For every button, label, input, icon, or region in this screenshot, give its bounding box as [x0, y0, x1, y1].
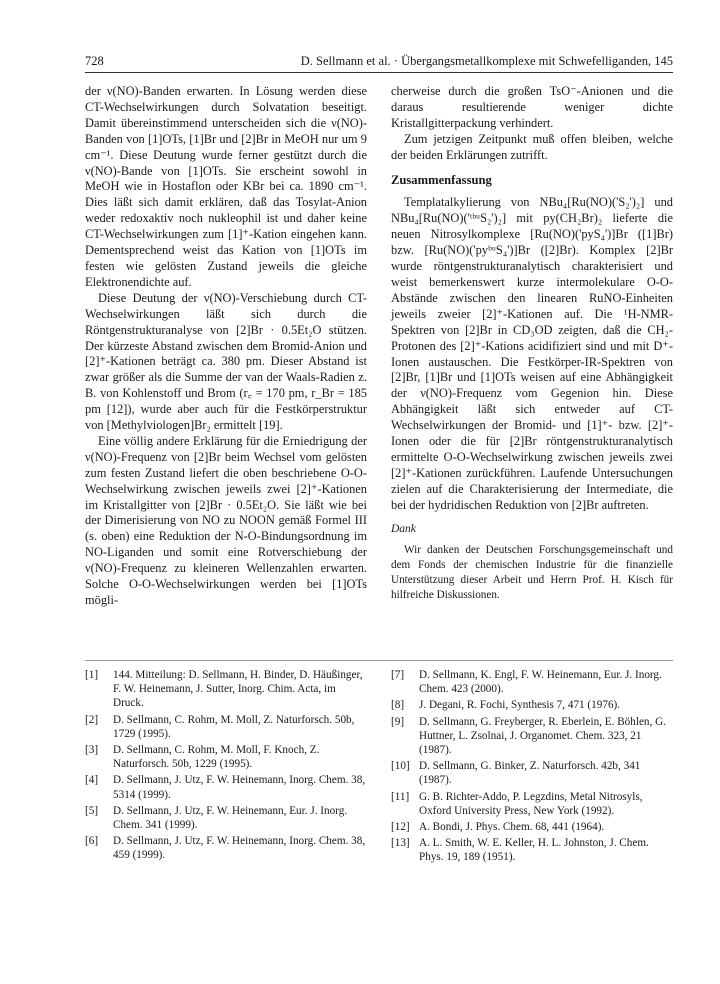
references-right	[391, 668, 673, 867]
reference-item	[391, 790, 673, 818]
reference-number: [9]	[391, 715, 405, 728]
reference-item	[85, 668, 367, 711]
running-title: D. Sellmann et al. · Übergangsmetallkomplexe mit Schwefelliganden, 145	[300, 54, 673, 68]
reference-item	[391, 698, 673, 712]
reference-text: D. Sellmann, C. Rohm, M. Moll, F. Knoch, Z. Naturforsch. 50b, 1229 (1995).	[113, 744, 320, 771]
references-left	[85, 668, 367, 865]
acknowledgement-heading: Dank	[391, 522, 416, 535]
reference-text: G. B. Richter-Addo, P. Legzdins, Metal Nitrosyls, Oxford University Press, New York (1992).	[419, 790, 643, 817]
reference-number: [8]	[391, 699, 405, 712]
body-paragraph: Eine völlig andere Erklärung für die Erniedrigung der ν(NO)-Frequenz von [2]Br beim Wechsel vom gelösten zum festen Zustand liefert die oben beschriebene O-O-Wechselwirkung zwischen jeweils zwei [2]⁺-Kationen im Kristallgitter von [2]Br · 0.5Et₂O. Sie läßt wie bei der Dimerisierung von NO zu NOON gemäß Formel III (s. oben) eine Reduktion der N-O-Bindungsordnung im NO-Liganden und somit eine Rotverschiebung der ν(NO)-Frequenz zu kleineren Wellenzahlen erwarten. Solche O-O-Wechselwirkungen werden bei [1]OTs mögli-	[85, 433, 367, 607]
reference-item	[85, 834, 367, 862]
reference-number: [10]	[391, 760, 410, 773]
reference-text: D. Sellmann, J. Utz, F. W. Heinemann, Eur. J. Inorg. Chem. 341 (1999).	[113, 804, 348, 832]
reference-text: D. Sellmann, G. Binker, Z. Naturforsch. 42b, 341 (1987).	[419, 760, 641, 787]
reference-text: A. Bondi, J. Phys. Chem. 68, 441 (1964).	[419, 821, 605, 834]
reference-number: [3]	[85, 744, 99, 757]
reference-item	[391, 759, 673, 787]
reference-item	[85, 743, 367, 771]
reference-number: [4]	[85, 774, 99, 787]
reference-text: D. Sellmann, J. Utz, F. W. Heinemann, Inorg. Chem. 38, 459 (1999).	[113, 835, 366, 862]
right-column	[391, 84, 673, 602]
reference-item	[391, 836, 673, 864]
reference-number: [12]	[391, 821, 410, 834]
reference-text: 144. Mitteilung: D. Sellmann, H. Binder, D. Häußinger, F. W. Heinemann, J. Sutter, Inorg. Chim. Acta, im Druck.	[113, 669, 363, 710]
reference-item	[85, 804, 367, 832]
reference-text: A. L. Smith, W. E. Keller, H. L. Johnston, J. Chem. Phys. 19, 189 (1951).	[419, 837, 649, 864]
body-paragraph: Diese Deutung der ν(NO)-Verschiebung durch CT-Wechselwirkungen läßt sich durch die Röntgenstrukturanalyse von [2]Br · 0.5Et₂O stützen. Der kürzeste Abstand zwischen dem Bromid-Anion und [2]⁺-Kationen beträgt ca. 380 pm. Dieser Abstand ist zwar größer als die Summe der van der Waals-Radien z. B. von Kohlenstoff und Brom (r꜀ = 170 pm, r_Br = 185 pm [12]), wurde aber auch für die Festkörperstruktur von [Methylviologen]Br₂ ermittelt [19].	[85, 290, 367, 433]
reference-item	[391, 820, 673, 834]
body-paragraph: Zum jetzigen Zeitpunkt muß offen bleiben, welche der beiden Erklärungen zutrifft.	[391, 131, 673, 162]
reference-text: D. Sellmann, K. Engl, F. W. Heinemann, Eur. J. Inorg. Chem. 423 (2000).	[419, 669, 662, 696]
header-rule	[85, 72, 673, 73]
reference-number: [1]	[85, 669, 99, 681]
summary-heading: Zusammenfassung	[391, 172, 492, 187]
reference-text: J. Degani, R. Fochi, Synthesis 7, 471 (1976).	[419, 699, 621, 712]
summary-paragraph: Templatalkylierung von NBu₄[Ru(NO)('S₂')₂] und NBu₄[Ru(NO)('ᵗᵇᵘS₂')₂] mit py(CH₂Br)₂ lieferte die neuen Nitrosylkomplexe [Ru(NO)('pyS₄')]Br ([1]Br) bzw. [Ru(NO)('pyᵇᵘS₄')]Br ([2]Br). Komplex [2]Br wurde röntgenstrukturanalytisch charakterisiert und weist bemerkenswert kurze intermolekulare O-O-Abstände zwischen den linearen RuNO-Einheiten jeweils zweier [2]⁺-Kationen auf. Die ¹H-NMR-Spektren von [2]Br in CD₃OD zeigten, daß die CH₂-Protonen des [2]⁺-Kations acidifiziert sind und mit D⁺-Ionen austauschen. Die Festkörper-IR-Spektren von [2]Br, [1]Br und [1]OTs weisen auf eine Abhängigkeit der ν(NO)-Frequenz vom Gegenion hin. Diese Abhängigkeit läßt sich entweder auf CT-Wechselwirkungen der Bromid- und [1]⁺- bzw. [2]⁺-Ionen oder die für [2]Br röntgenstrukturanalytisch ermittelte O-O-Wechselwirkung zwischen jeweils zwei [2]⁺-Kationen zurückführen. Laufende Untersuchungen zielen auf die Charakterisierung der Intermediate, die bei der hydridischen Reduktion von [2]Br auftreten.	[391, 195, 673, 512]
reference-number: [5]	[85, 804, 99, 817]
reference-number: [6]	[85, 835, 99, 848]
reference-number: [2]	[85, 713, 99, 726]
acknowledgement-text: Wir danken der Deutschen Forschungsgemeinschaft und dem Fonds der chemischen Industrie für die finanzielle Unterstützung dieser Arbeit und Herrn Prof. H. Kisch für hilfreiche Diskussionen.	[391, 544, 673, 601]
left-column	[85, 84, 367, 609]
reference-number: [13]	[391, 837, 410, 850]
reference-text: D. Sellmann, J. Utz, F. W. Heinemann, Inorg. Chem. 38, 5314 (1999).	[113, 774, 366, 801]
page-number: 728	[85, 54, 104, 68]
reference-text: D. Sellmann, G. Freyberger, R. Eberlein, E. Böhlen, G. Huttner, L. Zsolnai, J. Organomet. Chem. 323, 21 (1987).	[419, 715, 666, 757]
page-header	[85, 54, 673, 74]
references-rule	[85, 660, 673, 661]
body-paragraph: der ν(NO)-Banden erwarten. In Lösung werden diese CT-Wechselwirkungen durch Solvatation beseitigt. Damit übereinstimmend unterscheiden sich die ν(NO)-Banden von [1]OTs, [1]Br und [2]Br in MeOH nur um 9 cm⁻¹. Diese Deutung wurde ferner gestützt durch die ν(NO)-Bande von [1]OTs. Sie erscheint sowohl in MeOH wie in Hostaflon oder KBr bei ca. 1890 cm⁻¹. Dies läßt sich damit erklären, daß das Tosylat-Anion weder redoxaktiv noch nukleophil ist und daher keine CT-Wechselwirkungen zum [1]⁺-Kation eingehen kann. Dementsprechend weist das Kation von [1]OTs im festen wie gelösten Zustand jeweils die gleiche Elektronendichte auf.	[85, 84, 367, 289]
reference-item	[85, 713, 367, 741]
body-paragraph: cherweise durch die großen TsO⁻-Anionen und die daraus resultierende weniger dichte Kristallgitterpackung verhindert.	[391, 84, 673, 130]
reference-number: [7]	[391, 669, 405, 681]
reference-item	[391, 668, 673, 696]
reference-number: [11]	[391, 790, 410, 803]
reference-item	[85, 773, 367, 801]
reference-text: D. Sellmann, C. Rohm, M. Moll, Z. Naturforsch. 50b, 1729 (1995).	[113, 713, 355, 740]
reference-item	[391, 715, 673, 758]
